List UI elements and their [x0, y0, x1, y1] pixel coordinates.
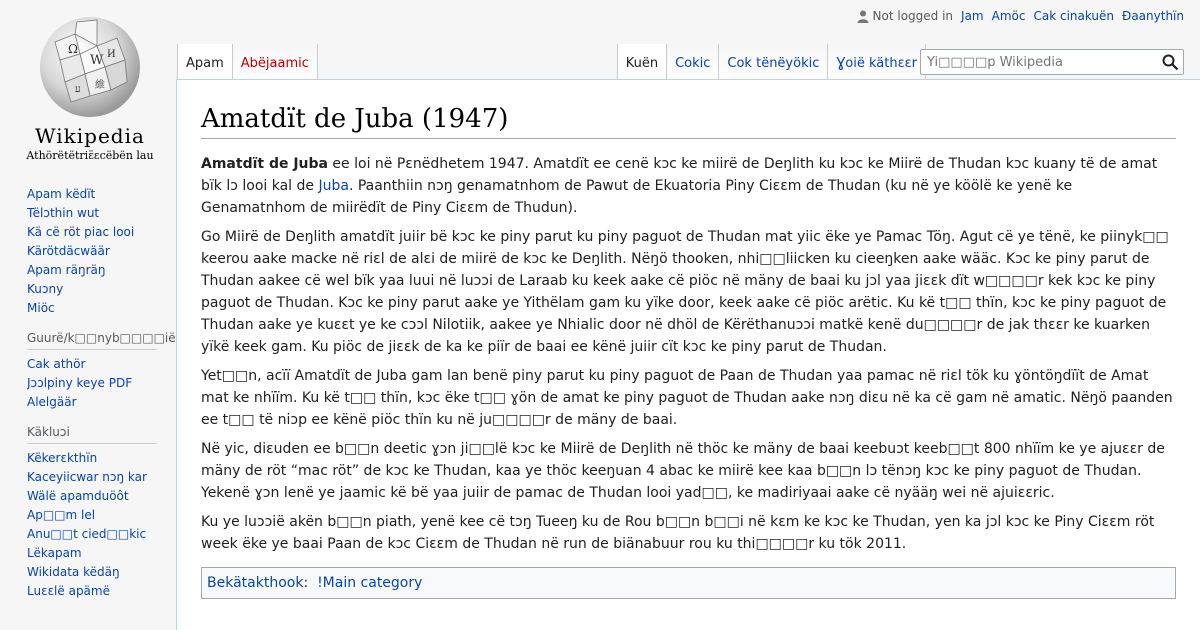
not-logged-in-label: Not logged in — [872, 9, 954, 23]
sidebar-item-random[interactable]: Kärötdäcwäär — [27, 244, 110, 258]
svg-text:ע: ע — [75, 84, 81, 95]
article-paragraph-4: Në yic, diɛuden ee b□□n deetic ɣɔn ji□□lë kɔc ke Miirë de Deŋlith në thöc ke mäny de baai keebuɔt keeb□□t 800 nhïïm ke ye ajuɛɛr de mäny de röt “mac röt” de kɔc ke Thudan, kaa ye thöc keeŋuan 4 abac ke miirë kee kaa b□□n lɔ tënɔŋ kɔc ke piny paguot de Thudan. Yekenë ɣɔn lenë ye jaamic kë bë yaa juiir de pamac de Thudan looi yad□□, ke madiriyaai aake cë nyääŋ wei në ajuiɛɛric. — [201, 441, 1165, 501]
sidebar-print-export — [27, 356, 162, 413]
category-main[interactable]: !Main category — [317, 575, 423, 591]
svg-text:W: W — [90, 53, 104, 68]
search-icon[interactable] — [1162, 54, 1179, 71]
categories-label[interactable]: Bekätakthook — [207, 575, 304, 591]
personal-link-talk[interactable]: Jam — [961, 9, 984, 23]
juba-link[interactable]: Juba — [318, 178, 349, 194]
tab-edit-source[interactable]: Cok tënëyökic — [719, 44, 828, 80]
svg-text:維: 維 — [95, 80, 105, 91]
category-links: Bekätakthook: !Main category — [201, 567, 1176, 599]
main-content — [176, 79, 1200, 630]
article-lead-bold: Amatdït de Juba — [201, 156, 328, 172]
sidebar-heading-kakluoi: Käkluɔi — [27, 425, 157, 444]
sidebar-item-related-changes[interactable]: Kaceyiicwar nɔŋ kar — [27, 470, 147, 484]
user-icon — [857, 10, 869, 23]
sidebar-item-donate[interactable]: Miöc — [27, 301, 55, 315]
article-paragraph-1: Amatdït de Juba ee loi në Pɛnëdhetem 1947. Amatdït ee cenë kɔc ke miirë de Deŋlith ku kɔc ke Miirë de Thudan kɔc kuany të de amat bïk lɔ looi kal de Juba. Paanthiin nɔŋ genamatnhom de Pawut de Ekuatoria Piny Ciɛɛm de Thudan (ku në ye köölë ke yenë ke Genamatnhom de miirëdït de Piny Ciɛɛm de Thudun). — [201, 156, 1158, 216]
sidebar-item-what-links-here[interactable]: Këkerɛkthïn — [27, 451, 98, 465]
not-logged-in-status — [857, 9, 954, 23]
sidebar-item-printable[interactable]: Alelgäär — [27, 395, 77, 409]
sidebar-item-special-pages[interactable]: Wälë apamduöôt — [27, 489, 129, 503]
tab-history[interactable]: Ɣoië käthɛɛr — [828, 44, 926, 80]
sidebar-item-help[interactable]: Kuɔny — [27, 282, 64, 296]
sidebar-navigation — [27, 186, 162, 319]
personal-tools — [857, 9, 1184, 23]
sidebar-item-permanent-link[interactable]: Ap□□m lel — [27, 508, 96, 522]
personal-link-contributions[interactable]: Amöc — [991, 9, 1026, 23]
article-paragraph-5: Ku ye luɔɔië akën b□□n piath, yenë kee cë tɔŋ Tueeŋ ku de Rou b□□n b□□i në kɛm ke kɔc ke Thudan, yen ka jɔl kɔc ke Piny Ciɛɛm röt week ëke ye baai Paan de kɔc Ciɛɛm de Thudan në run de biänabuur rou ku thi□□□□r ku tök 2011. — [201, 514, 1155, 552]
article-paragraph-3: Yet□□n, acïï Amatdït de Juba gam lan benë piny parut ku piny paguot de Paan de Thudan yaa pamac në riɛl tök ku ɣöntöŋdïït de Amat mat ke nhïïm. Ku kë t□□ thïn, kɔc ëke t□□ ɣön de amat ke piny paguot de Thudan aake nɔŋ diɛu në ka cë gam në amatic. Nëŋö paanden ee t□□ të niɔp ee kënë piöc thïn ku në ju□□□□r de mäny de baai. — [201, 368, 1173, 428]
sidebar-item-create-book[interactable]: Cak athör — [27, 357, 86, 371]
personal-link-login[interactable]: Ɖaanythïn — [1122, 9, 1184, 23]
sidebar-tools — [27, 450, 162, 602]
tab-talk[interactable]: Abëjaamic — [233, 44, 318, 80]
svg-text:Ω: Ω — [68, 42, 78, 56]
svg-text:И: И — [107, 49, 116, 60]
sidebar — [27, 186, 176, 602]
sidebar-item-recent-changes[interactable]: Kä cë röt piac looi — [27, 225, 135, 239]
search-input[interactable] — [921, 50, 1157, 74]
globe-icon — [35, 12, 145, 122]
sidebar-item-more[interactable]: Luɛɛlë apämë — [27, 584, 110, 598]
sidebar-item-contents[interactable]: Tëlɔthin wut — [27, 206, 100, 220]
logo-tagline: Athörëtëtriɛ̈ɛcëbën lau — [26, 149, 154, 162]
sidebar-item-page-info[interactable]: Anu□□t cied□□kic — [27, 527, 147, 541]
logo-wordmark: Wikipedia — [35, 124, 145, 148]
tab-read[interactable]: Kuën — [617, 44, 667, 80]
sidebar-item-random-page[interactable]: Apam räŋräŋ — [27, 263, 106, 277]
article-paragraph-2: Go Miirë de Deŋlith amatdït juiir bë kɔc ke piny parut ku piny paguot de Thudan mat yiic ëke ye Pamac Töŋ. Agut cë ye tënë, ke piinyk□□ keerou aake macke në riɛl de alɛi de miirë de kɔc ke Deŋlith. Nëŋö thooken, nhi□□liicken ku cieeŋken aake wääc. Kɔc ke piny parut de Thudan aakee cë wel bïk yaa luui në luɔɔi de Laraab ku keek aake cë piöc në mäny de baai ku jɔl yaa jiɛɛk dït w□□□□r kek kɔc ke piny paguot de Thudan. Kɔc ke piny parut aake ye Yithëlam gam ku yïke door, keek aake cë piöc arëtic. Ku kë t□□ thïn, kɔc ke piny paguot de Thudan aake ye kuɛɛt ye ke cɔɔl Nilotiik, aakee ye Nhialic door në dhöl de Kërëthanuɔɔi matkë kenë du□□□□r de jak thɛɛr ke kuarken yïkë keek gam. Ku piöc de jiɛɛk de ka ke piïr de baai ee kënë juiir cït kɔc ke piny parut de Thudan. — [201, 229, 1169, 355]
view-tabs — [617, 44, 926, 80]
search-box — [920, 49, 1184, 75]
wikipedia-logo[interactable] — [24, 12, 156, 162]
tab-edit[interactable]: Cokic — [667, 44, 719, 80]
sidebar-item-main-page[interactable]: Apam këdït — [27, 187, 96, 201]
page-title: Amatdït de Juba (1947) — [201, 102, 1176, 139]
sidebar-heading-tools: Guurë/k□□nyb□□□□ië — [27, 331, 157, 350]
tab-page[interactable]: Apam — [177, 44, 233, 80]
sidebar-item-cite[interactable]: Lëkapam — [27, 546, 82, 560]
namespace-tabs — [177, 44, 318, 80]
sidebar-item-download-pdf[interactable]: Jɔɔlpiny keye PDF — [27, 376, 133, 390]
personal-link-create-account[interactable]: Cak cinakuën — [1033, 9, 1115, 23]
sidebar-item-wikidata[interactable]: Wikidata këdäŋ — [27, 565, 120, 579]
